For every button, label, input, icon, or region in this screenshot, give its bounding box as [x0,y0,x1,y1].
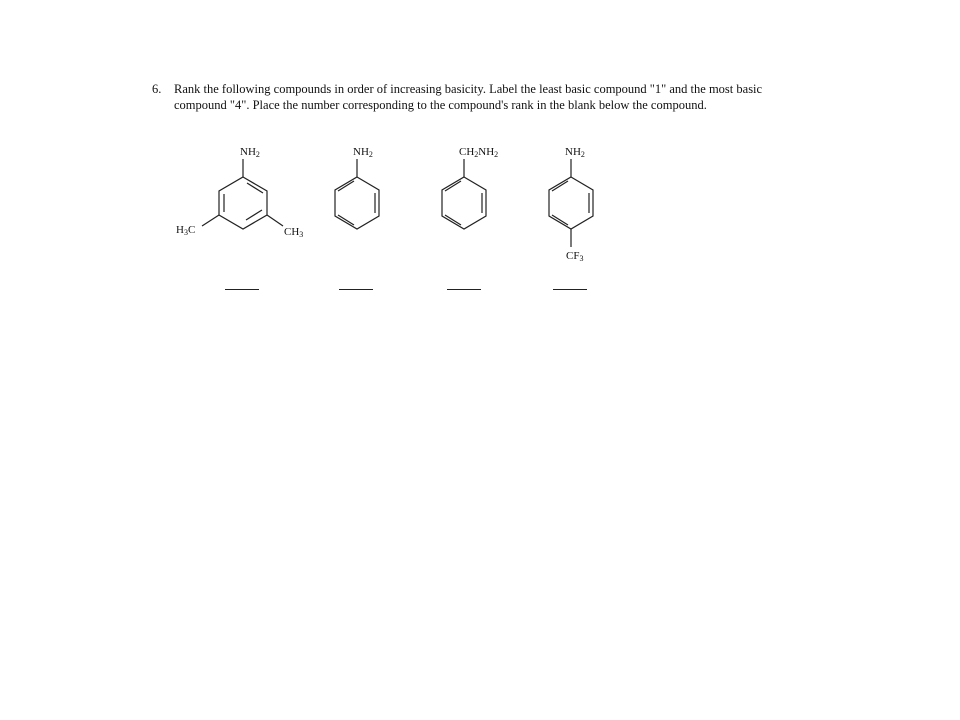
compound-4-trifluoromethyl-label: $CF_3$ [566,250,584,263]
compound-1-amine-label: $NH_2$ [240,146,260,159]
compound-1-methyl-right-label: $CH_3$ [284,226,304,239]
compound-4-rank-blank[interactable] [553,289,587,290]
compound-4-amine-label: $NH_2$ [565,146,585,159]
question-text: Rank the following compounds in order of increasing basicity. Label the least basic compound "1" and the most basic compound "4". Place the number corresponding to the compound's rank in the blank below the compound. [174,82,763,112]
compound-3-substituent-label: $CH_2NH_2$ [459,146,499,159]
compound-2-amine-label: $NH_2$ [353,146,373,159]
question-number: 6. [152,82,162,96]
compound-1-methyl-left-label: $H_3C$ [176,224,196,237]
